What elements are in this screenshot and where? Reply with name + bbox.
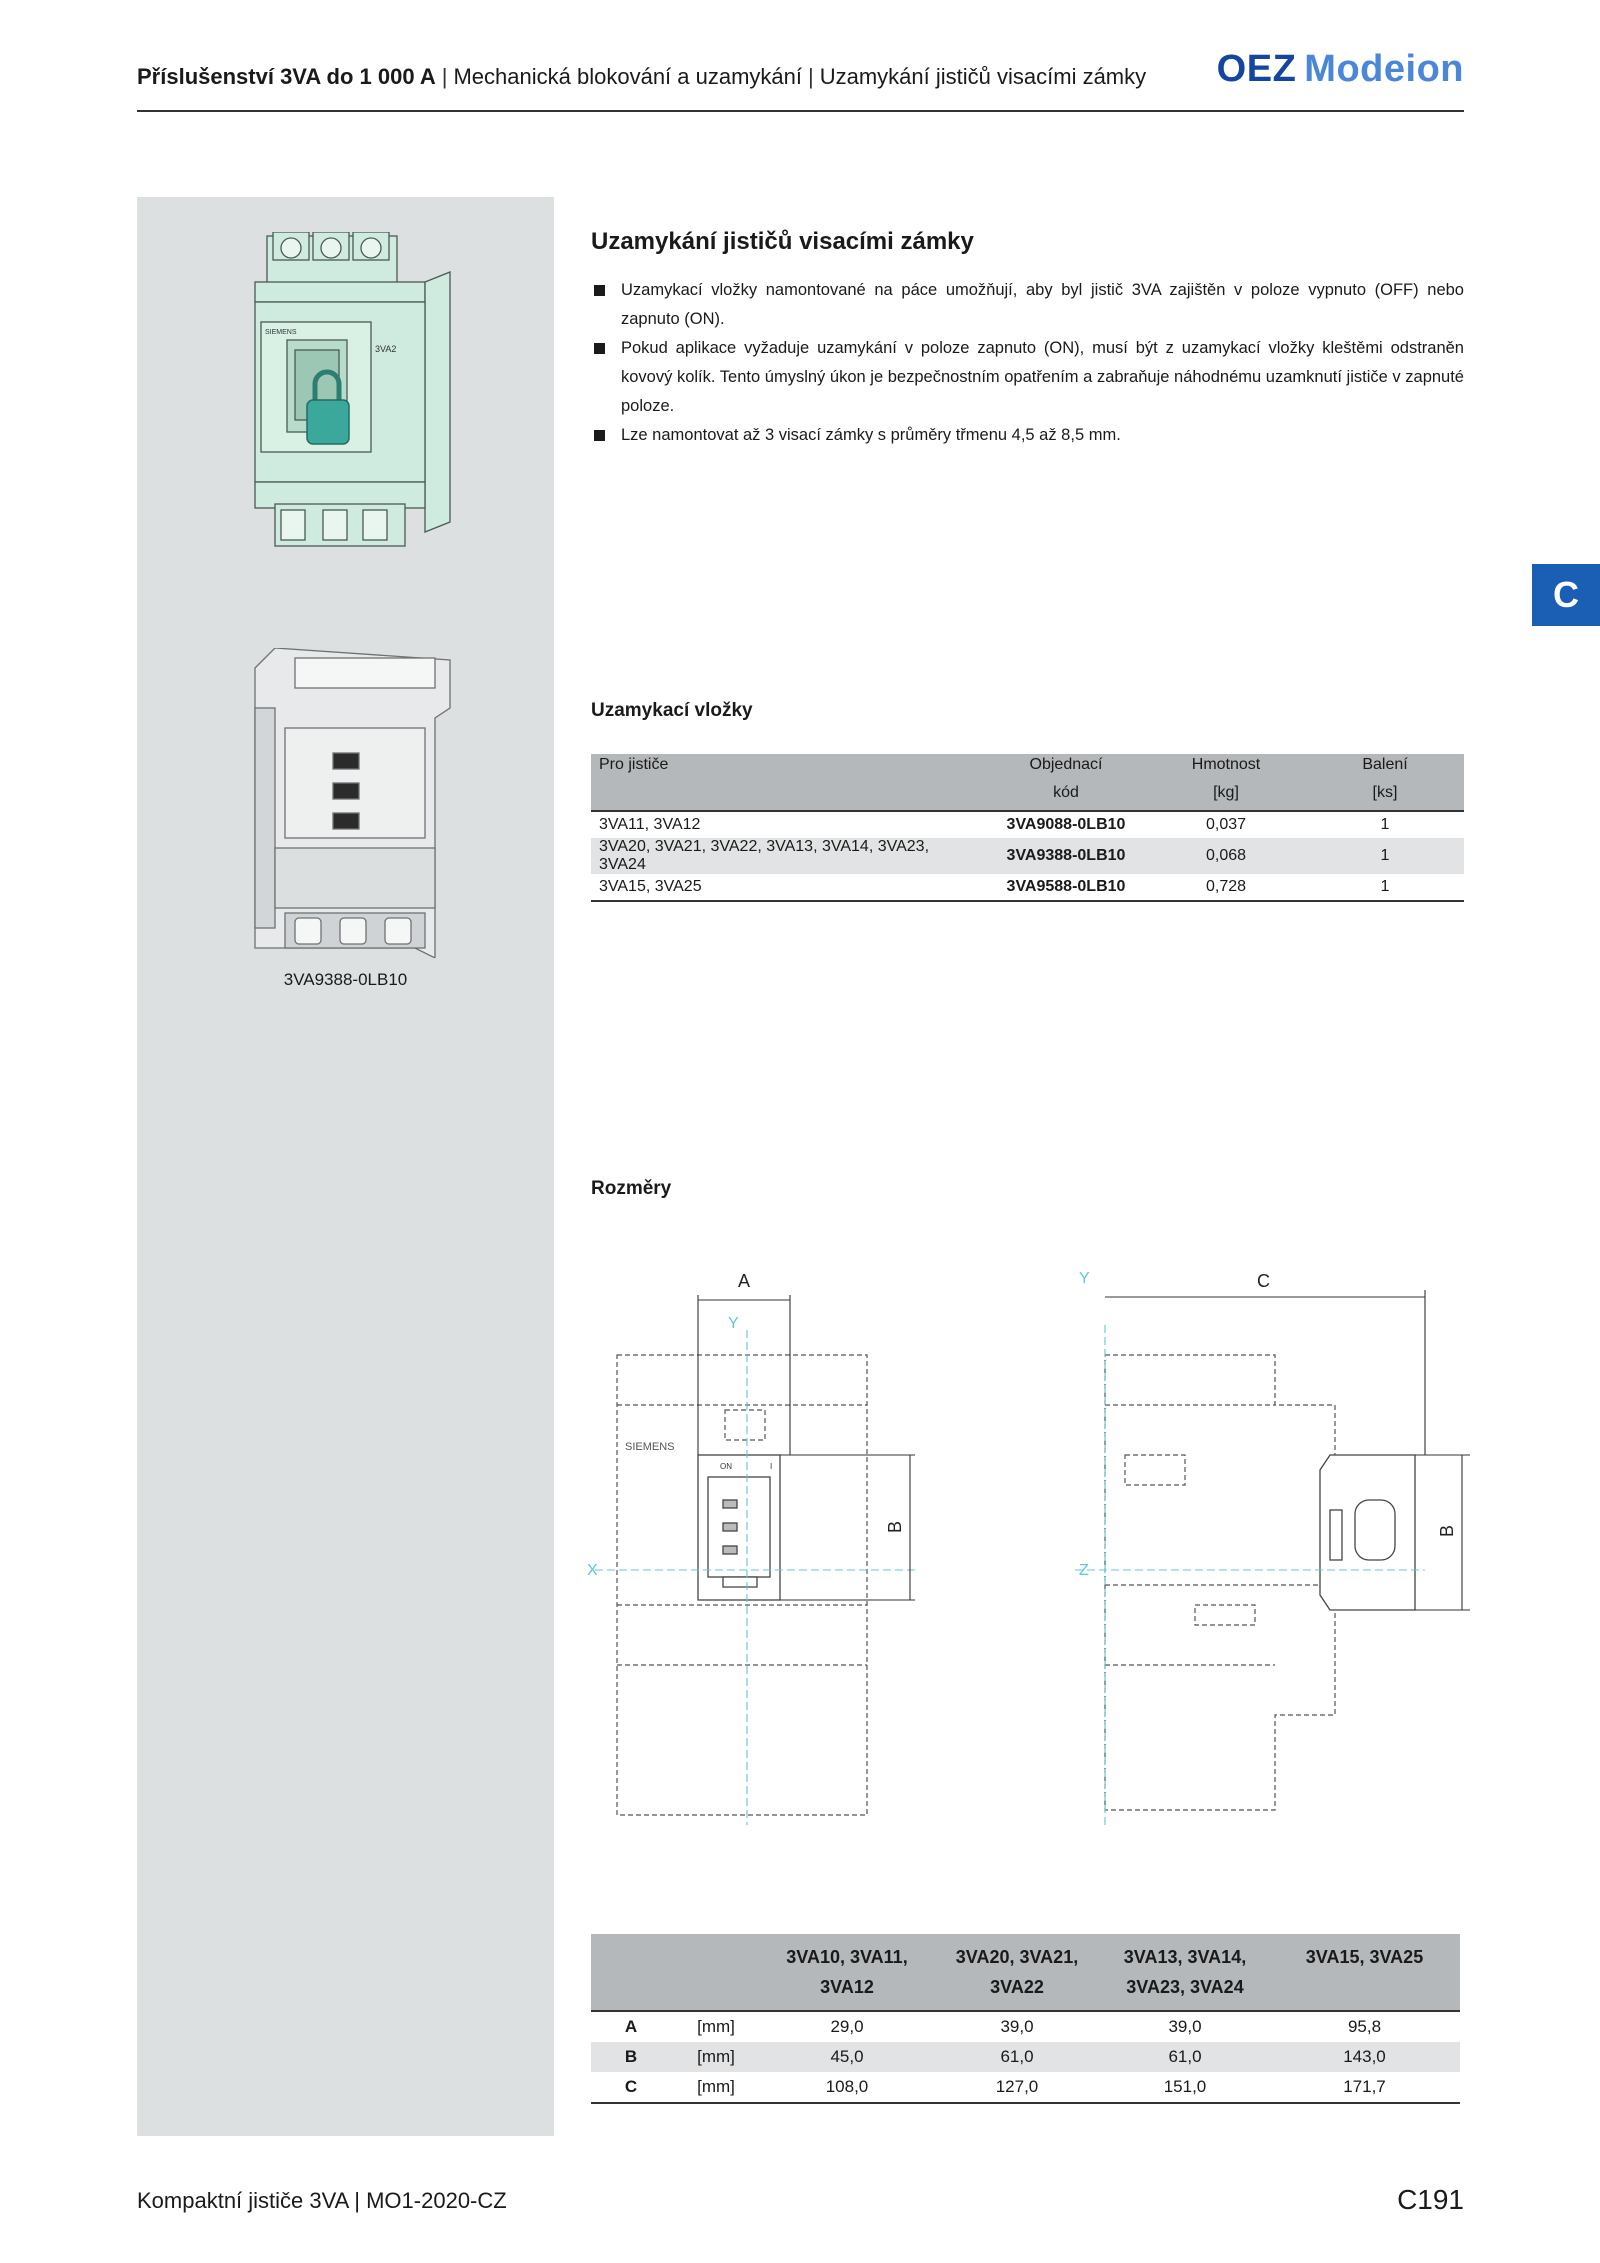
drawing-label-siemens: SIEMENS <box>625 1441 675 1453</box>
column-header-order-code-unit: kód <box>986 782 1146 811</box>
cell-unit: [mm] <box>671 2042 761 2072</box>
cell-order-code: 3VA9588-0LB10 <box>986 874 1146 901</box>
cell-value: 95,8 <box>1347 2017 1382 2036</box>
cell-weight: 0,068 <box>1146 838 1306 874</box>
list-item: Uzamykací vložky namontované na páce umožňují, aby byl jistič 3VA zajištěn v poloze vypnuto (OFF) nebo zapnuto (ON). <box>591 276 1464 334</box>
footer-catalog-code: MO1-2020-CZ <box>366 2188 507 2213</box>
cell-value: 143,0 <box>1269 2042 1460 2072</box>
axis-label-x: X <box>587 1562 598 1579</box>
cell-value: 108,0 <box>761 2072 933 2103</box>
cell-breakers: 3VA20, 3VA21, 3VA22, 3VA13, 3VA14, 3VA23, 3VA24 <box>591 838 986 874</box>
section-title: Uzamykání jističů visacími zámky <box>591 228 974 255</box>
feature-list <box>591 276 1464 450</box>
table-header-row <box>591 754 1464 782</box>
axis-label-z: Z <box>1079 1562 1089 1579</box>
page-number: C191 <box>1397 2184 1464 2215</box>
cell-dimension: B <box>591 2042 671 2072</box>
list-item: Pokud aplikace vyžaduje uzamykání v poloze zapnuto (ON), musí být z uzamykací vložky kleštěmi odstraněn kovový kolík. Tento úmyslný úkon je bezpečnostním opatřením a zabraňuje náhodnému uzamknutí jističe v zapnuté poloze. <box>591 334 1464 421</box>
dimension-label-b-side: B <box>1437 1524 1457 1537</box>
cell-order-code: 3VA9388-0LB10 <box>986 838 1146 874</box>
logo-modeion: Modeion <box>1304 48 1464 90</box>
front-view-drawing <box>585 1265 925 1825</box>
breaker-label-3va2: 3VA2 <box>375 344 397 354</box>
list-item: Lze namontovat až 3 visací zámky s průměry třmenu 4,5 až 8,5 mm. <box>591 421 1464 450</box>
dimensions-title: Rozměry <box>591 1178 672 1199</box>
cell-value: 29,0 <box>830 2017 864 2036</box>
column-header-packaging: Balení <box>1306 754 1464 782</box>
column-header-3va10-3va12: 3VA10, 3VA11, 3VA12 <box>761 1934 933 2011</box>
footer-publication <box>137 2188 507 2214</box>
cell-packaging: 1 <box>1380 816 1390 833</box>
column-header-breakers-unit <box>591 782 986 811</box>
cell-value: 39,0 <box>1000 2017 1034 2036</box>
locking-inserts-table <box>591 754 1464 902</box>
insert-caption: 3VA9388-0LB10 <box>283 970 408 989</box>
cell-breakers: 3VA15, 3VA25 <box>591 874 986 901</box>
footer-product: Kompaktní jističe 3VA <box>137 2188 349 2213</box>
cell-unit: [mm] <box>671 2072 761 2103</box>
column-header-packaging-unit: [ks] <box>1306 782 1464 811</box>
page-header <box>137 40 1464 112</box>
column-header-order-code: Objednací <box>986 754 1146 782</box>
dimensions-table <box>591 1934 1460 2104</box>
drawing-label-on: ON <box>720 1462 732 1471</box>
table-row <box>591 811 1464 838</box>
table-row <box>591 2042 1460 2072</box>
table-row <box>591 2011 1460 2042</box>
breadcrumb-item-mechanical-locking: Mechanická blokování a uzamykání <box>453 64 803 89</box>
cell-weight: 0,728 <box>1146 874 1306 901</box>
cell-packaging: 1 <box>1306 874 1464 901</box>
cell-value: 39,0 <box>1168 2017 1202 2036</box>
axis-label-y-side: Y <box>1079 1270 1090 1287</box>
logo-oez: OEZ <box>1216 48 1297 90</box>
cell-weight: 0,037 <box>1205 816 1247 833</box>
cell-value: 127,0 <box>933 2072 1101 2103</box>
table-row <box>591 2072 1460 2103</box>
cell-packaging: 1 <box>1306 838 1464 874</box>
axis-label-y: Y <box>728 1315 739 1332</box>
cell-unit: [mm] <box>697 2017 735 2036</box>
breadcrumb-separator: | <box>441 64 448 89</box>
locking-inserts-title: Uzamykací vložky <box>591 700 753 721</box>
oez-modeion-logo <box>1217 48 1464 91</box>
cell-value: 151,0 <box>1101 2072 1269 2103</box>
cell-value: 45,0 <box>761 2042 933 2072</box>
column-header-3va13-3va24: 3VA13, 3VA14, 3VA23, 3VA24 <box>1101 1934 1269 2011</box>
cell-breakers: 3VA11, 3VA12 <box>599 816 701 833</box>
dimension-label-a: A <box>738 1271 751 1291</box>
cell-value: 171,7 <box>1269 2072 1460 2103</box>
chapter-tab[interactable]: C <box>1532 564 1600 626</box>
table-row <box>591 874 1464 901</box>
column-header-3va15-3va25: 3VA15, 3VA25 <box>1269 1934 1460 2011</box>
column-header-3va20-3va22: 3VA20, 3VA21, 3VA22 <box>933 1934 1101 2011</box>
cell-order-code: 3VA9088-0LB10 <box>1006 816 1126 833</box>
table-header-row <box>591 1934 1460 2011</box>
breadcrumb-item-accessories: Příslušenství 3VA do 1 000 A <box>137 64 436 89</box>
breaker-label-siemens: SIEMENS <box>265 329 297 336</box>
breadcrumb <box>137 64 1146 90</box>
cell-dimension: A <box>624 2017 638 2036</box>
dimension-label-c: C <box>1257 1271 1270 1291</box>
dimension-label-b: B <box>885 1520 905 1533</box>
table-header-row <box>591 782 1464 811</box>
footer-separator: | <box>354 2188 360 2213</box>
table-row <box>591 838 1464 874</box>
column-header-weight-unit: [kg] <box>1146 782 1306 811</box>
locking-insert-image <box>245 648 455 958</box>
column-header-unit <box>671 1934 761 2011</box>
column-header-weight: Hmotnost <box>1146 754 1306 782</box>
cell-value: 61,0 <box>933 2042 1101 2072</box>
breadcrumb-item-padlock-locking: Uzamykání jističů visacími zámky <box>819 64 1147 89</box>
side-view-drawing <box>1065 1265 1475 1825</box>
breaker-with-padlock-image <box>245 232 455 552</box>
column-header-dimension <box>591 1934 671 2011</box>
cell-value: 61,0 <box>1101 2042 1269 2072</box>
cell-dimension: C <box>591 2072 671 2103</box>
column-header-breakers: Pro jističe <box>591 754 986 782</box>
breadcrumb-separator: | <box>808 64 814 89</box>
drawing-label-i: I <box>770 1462 773 1471</box>
